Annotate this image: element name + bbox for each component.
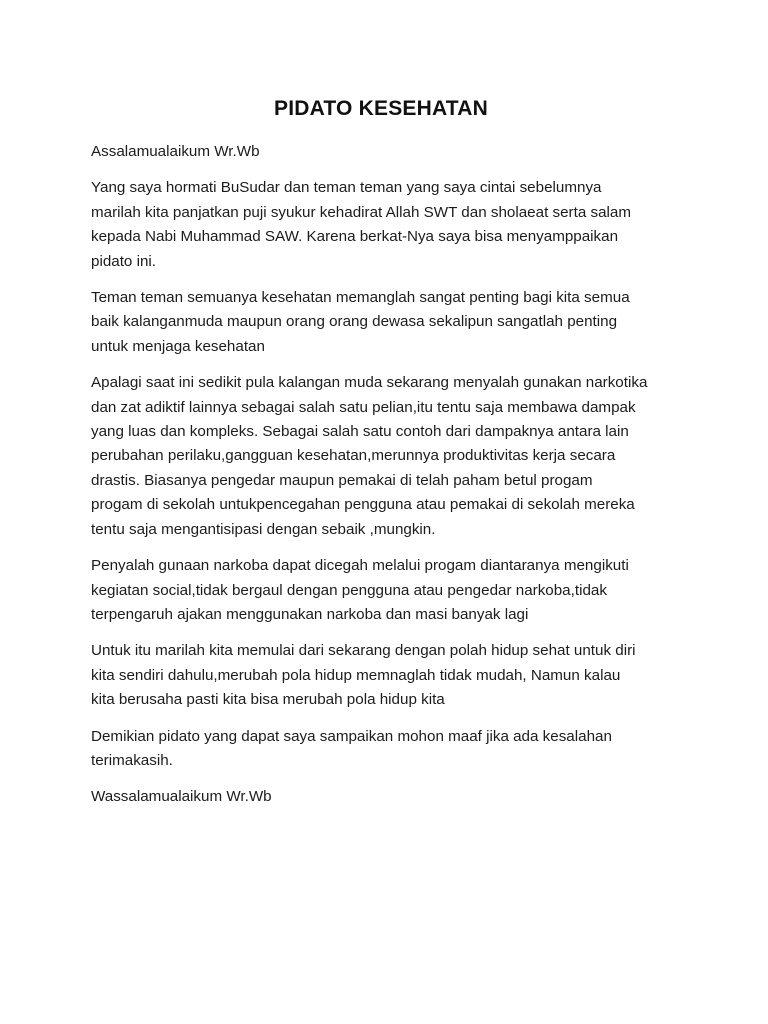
paragraph-healthy-lifestyle: Untuk itu marilah kita memulai dari sekarang dengan polah hidup sehat untuk diri kita sendiri dahulu,merubah pola hidup memnaglah tidak mudah, Namun kalau kita berusaha pasti kita bisa merubah pola hidup kita <box>91 642 636 709</box>
paragraph-conclusion: Demikian pidato yang dapat saya sampaikan mohon maaf jika ada kesalahan terimakasih. <box>91 727 612 769</box>
closing: Wassalamualaikum Wr.Wb <box>91 788 272 806</box>
document-title: PIDATO KESEHATAN <box>274 97 488 120</box>
paragraph-opening: Yang saya hormati BuSudar dan teman teman yang saya cintai sebelumnya marilah kita panjatkan puji syukur kehadirat Allah SWT dan sholaeat serta salam kepada Nabi Muhammad SAW. Karena berkat-Nya saya bisa menyamppaikan pidato ini. <box>91 179 632 270</box>
document-body <box>91 94 651 822</box>
paragraph-prevention: Penyalah gunaan narkoba dapat dicegah melalui progam diantaranya mengikuti kegiatan social,tidak bergaul dengan pengguna atau pengedar narkoba,tidak terpengaruh ajakan menggunakan narkoba dan masi banyak lagi <box>91 557 629 623</box>
paragraph-drug-abuse: Apalagi saat ini sedikit pula kalangan muda sekarang menyalah gunakan narkotika dan zat adiktif lainnya sebagai salah satu pelian,itu tentu saja membawa dampak yang luas dan kompleks. Sebagai salah satu contoh dari dampaknya antara lain perubahan perilaku,gangguan kesehatan,merunnya produktivitas kerja secara drastis. Biasanya pengedar maupun pemakai di telah paham betul progam progam di sekolah untukpencegahan pengguna atau pemakai di sekolah mereka tentu saja mengantisipasi dengan sebaik ,mungkin. <box>91 374 648 538</box>
paragraph-importance-of-health: Teman teman semuanya kesehatan memanglah sangat penting bagi kita semua baik kalanganmuda maupun orang orang dewasa sekalipun sangatlah penting untuk menjaga kesehatan <box>91 289 630 355</box>
greeting: Assalamualaikum Wr.Wb <box>91 143 260 160</box>
